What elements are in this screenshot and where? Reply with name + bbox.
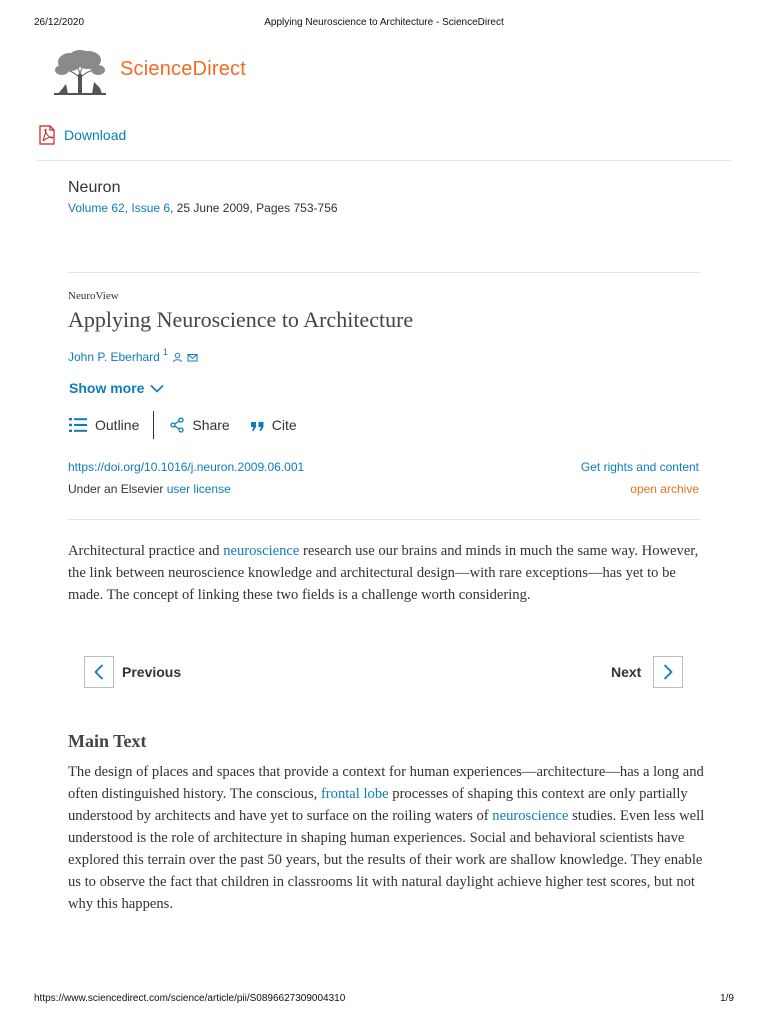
journal-divider <box>68 272 700 273</box>
main-text-part-3: studies. Even less well understood is the role of architecture in shaping human experiences. Social and behavioral scientists have explored this terrain over the past 50 years, but the results of their work are shallow knowledge. They enable us to observe the fact that children in classrooms lit with natural daylight achieve higher test scores, but not why this happens. <box>68 808 705 912</box>
article-toolbar <box>68 410 297 440</box>
abstract-paragraph <box>68 540 708 606</box>
next-button[interactable] <box>653 656 683 688</box>
print-page-title: Applying Neuroscience to Architecture - ScienceDirect <box>264 17 504 28</box>
previous-button[interactable] <box>84 656 114 688</box>
outline-button[interactable] <box>68 410 139 440</box>
frontal-lobe-link[interactable]: frontal lobe <box>320 786 389 802</box>
chevron-right-icon <box>663 664 673 680</box>
share-icon <box>169 417 185 433</box>
article-title: Applying Neuroscience to Architecture <box>68 307 414 332</box>
toolbar-separator <box>153 411 154 439</box>
issue-line <box>68 201 338 215</box>
outline-label: Outline <box>95 417 140 433</box>
main-text-paragraph <box>68 761 708 915</box>
share-label: Share <box>192 417 230 433</box>
pdf-icon <box>37 125 57 145</box>
download-button[interactable] <box>37 124 126 146</box>
show-more-button[interactable] <box>69 380 164 396</box>
previous-label[interactable]: Previous <box>122 664 182 680</box>
next-label[interactable]: Next <box>611 664 642 680</box>
volume-issue-link[interactable]: Volume 62, Issue 6 <box>68 201 171 215</box>
cite-label: Cite <box>271 417 297 433</box>
neuroscience-link-2[interactable]: neuroscience <box>492 808 569 824</box>
author-link[interactable]: John P. Eberhard <box>68 350 160 364</box>
doi-link[interactable]: https://doi.org/10.1016/j.neuron.2009.06.001 <box>68 460 305 474</box>
print-page-number: 1/9 <box>720 993 734 1004</box>
chevron-down-icon <box>150 384 164 393</box>
get-rights-link[interactable]: Get rights and content <box>580 460 699 474</box>
main-text-part-2: processes of shaping this context are only partially understood by architects and have yet to surface on the roiling waters of <box>68 786 688 824</box>
print-date: 26/12/2020 <box>34 17 85 28</box>
download-label: Download <box>64 127 127 143</box>
article-type: NeuroView <box>68 290 119 302</box>
print-url: https://www.sciencedirect.com/science/article/pii/S0896627309004310 <box>34 993 346 1004</box>
print-footer <box>0 993 768 1007</box>
sciencedirect-brand[interactable]: ScienceDirect <box>120 58 246 80</box>
neuroscience-link[interactable]: neuroscience <box>223 543 300 559</box>
journal-name[interactable]: Neuron <box>68 179 121 196</box>
chevron-left-icon <box>94 664 104 680</box>
elsevier-tree-logo-icon[interactable] <box>52 48 108 98</box>
open-archive-badge: open archive <box>630 482 699 496</box>
quote-icon <box>250 419 265 432</box>
abstract-text-end: research use our brains and minds in much the same way. However, the link between neuroscience knowledge and architectural design—with rare exceptions—has yet to be made. The concept of linking these two fields is a challenge worth considering. <box>68 543 699 603</box>
author-affiliation-sup[interactable]: 1 <box>162 347 168 357</box>
person-icon[interactable] <box>172 352 183 363</box>
abstract-text-start: Architectural practice and <box>68 543 224 559</box>
main-text-part-1: The design of places and spaces that provide a context for human experiences—architecture—has a long and often distinguished history. The conscious, <box>68 764 704 802</box>
email-icon[interactable] <box>187 352 198 363</box>
header-divider <box>37 160 731 161</box>
show-more-label: Show more <box>69 380 145 396</box>
license-prefix: Under an Elsevier <box>68 482 167 496</box>
cite-button[interactable] <box>250 410 297 440</box>
issue-details: , 25 June 2009, Pages 753-756 <box>170 201 338 215</box>
metadata-divider <box>68 519 700 520</box>
print-header <box>0 17 768 31</box>
license-line <box>68 482 231 496</box>
share-button[interactable] <box>169 410 229 440</box>
author-line <box>68 347 198 364</box>
user-license-link[interactable]: user license <box>166 482 231 496</box>
list-icon <box>68 417 88 433</box>
main-text-heading: Main Text <box>68 731 147 751</box>
